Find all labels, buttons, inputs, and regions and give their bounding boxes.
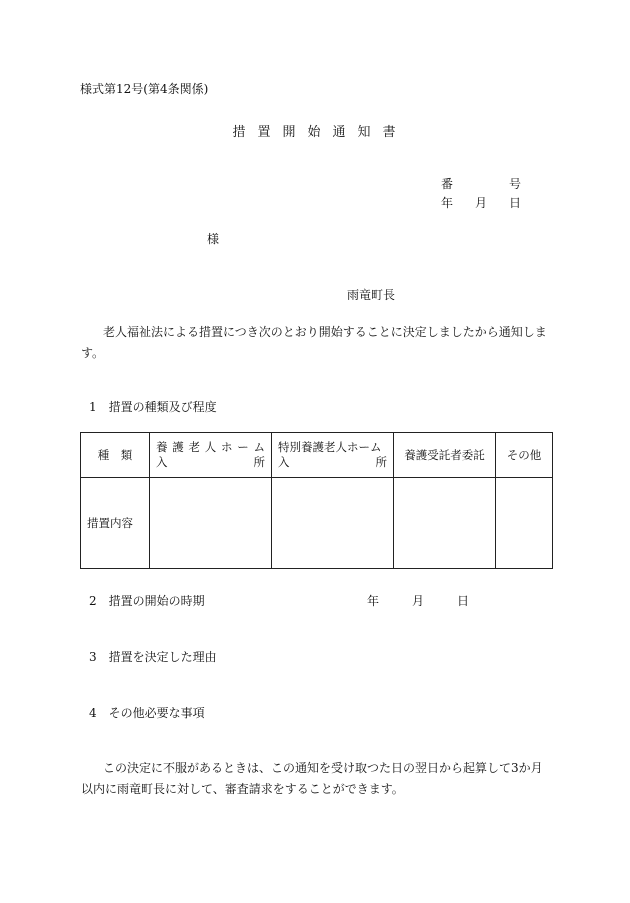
table-content-row: [81, 478, 553, 569]
issuer-name: 雨竜町長: [347, 288, 396, 302]
header-special-nursing-home: [272, 433, 394, 478]
header-type: 種 類: [81, 433, 150, 478]
header-caretaker: 養護受託者委託: [394, 433, 496, 478]
start-date-line: [367, 592, 469, 609]
start-month-label: 月: [411, 594, 424, 608]
nursing-home-line1-char: ム: [253, 440, 265, 454]
nursing-home-line1-char: 護: [172, 440, 184, 454]
number-suffix: 号: [508, 177, 521, 191]
special-home-line2-char: 所: [375, 455, 387, 469]
section-1-heading: 1 措置の種類及び程度: [89, 400, 217, 414]
nursing-home-line1-char: ー: [237, 440, 249, 454]
appeal-notice: この決定に不服があるときは、この通知を受け取つた日の翌日から起算して3か月以内に雨竜町長に対して、審査請求をすることができます。: [81, 761, 543, 796]
table-header-row: [81, 433, 553, 478]
nursing-home-line1-char: 人: [204, 440, 217, 454]
special-home-label: 特別養護老人ホーム: [278, 440, 382, 454]
nursing-home-line1-char: ホ: [221, 440, 233, 454]
form-number: 様式第12号(第4条関係): [80, 82, 209, 96]
start-year-label: 年: [367, 594, 380, 608]
nursing-home-line2-char: 所: [253, 455, 265, 469]
measures-table: [80, 432, 553, 569]
document-number-line: [441, 175, 521, 192]
nursing-home-line1-char: 老: [188, 440, 200, 454]
section-4-heading: 4 その他必要な事項: [89, 706, 205, 720]
start-day-label: 日: [456, 594, 469, 608]
nursing-home-line2-char: 入: [156, 455, 168, 469]
number-label: 番: [441, 177, 454, 191]
section-2-heading: 2 措置の開始の時期: [89, 594, 205, 608]
header-other: その他: [496, 433, 553, 478]
month-label: 月: [474, 196, 487, 210]
special-home-line2-char: 入: [278, 455, 290, 469]
document-date-line: [441, 194, 521, 211]
section-3-heading: 3 措置を決定した理由: [89, 650, 217, 664]
cell-caretaker: [394, 478, 496, 569]
header-nursing-home: [150, 433, 272, 478]
day-label: 日: [508, 196, 521, 210]
addressee-suffix: 様: [207, 232, 220, 246]
year-label: 年: [441, 196, 454, 210]
cell-special-nursing-home: [272, 478, 394, 569]
row-label-measure-content: 措置内容: [81, 478, 150, 569]
cell-nursing-home: [150, 478, 272, 569]
nursing-home-line1-char: 養: [156, 440, 168, 454]
intro-paragraph: 老人福祉法による措置につき次のとおり開始することに決定しましたから通知します。: [81, 325, 547, 360]
cell-other: [496, 478, 553, 569]
document-title: 措置開始通知書: [232, 125, 408, 140]
